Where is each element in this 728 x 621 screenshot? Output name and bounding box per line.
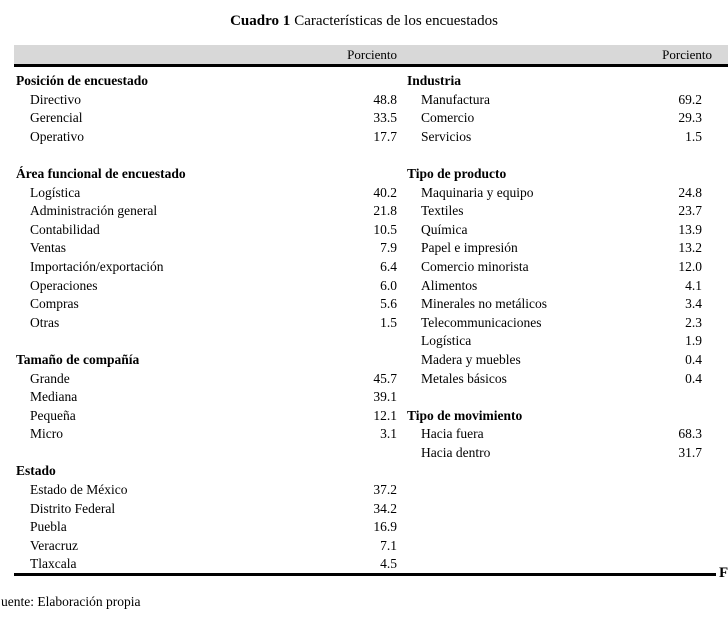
section-header-row bbox=[405, 72, 702, 91]
row-value: 21.8 bbox=[373, 203, 397, 219]
row-label: Contabilidad bbox=[30, 221, 100, 237]
table-row bbox=[14, 258, 397, 277]
table-row bbox=[405, 277, 702, 296]
table-number: Cuadro 1 bbox=[230, 13, 291, 29]
column-header-porciento-right: Porciento bbox=[662, 46, 712, 62]
row-label: Distrito Federal bbox=[30, 500, 116, 516]
row-value: 5.6 bbox=[380, 296, 397, 312]
table-row bbox=[405, 351, 702, 370]
row-label: Estado de México bbox=[30, 482, 128, 498]
row-label: Hacia fuera bbox=[421, 426, 484, 442]
section-header-label: Estado bbox=[16, 463, 56, 479]
row-label: Puebla bbox=[30, 519, 67, 535]
row-value: 33.5 bbox=[373, 110, 397, 126]
section-header-row bbox=[405, 165, 702, 184]
section-header-label: Área funcional de encuestado bbox=[16, 165, 186, 181]
row-value: 39.1 bbox=[373, 389, 397, 405]
table-row bbox=[14, 202, 397, 221]
row-label: Importación/exportación bbox=[30, 258, 164, 274]
table-row bbox=[405, 221, 702, 240]
section-header-label: Industria bbox=[407, 73, 462, 88]
row-label: Minerales no metálicos bbox=[421, 296, 547, 312]
left-column bbox=[14, 72, 397, 574]
table-row bbox=[405, 128, 702, 147]
table-row bbox=[14, 184, 397, 203]
row-value: 2.3 bbox=[685, 314, 702, 330]
table-row bbox=[14, 221, 397, 240]
section-header-row bbox=[14, 72, 397, 91]
spacer-row bbox=[14, 332, 397, 351]
row-label: Mediana bbox=[30, 389, 78, 405]
table-row bbox=[14, 425, 397, 444]
row-label: Veracruz bbox=[30, 537, 78, 553]
row-value: 13.9 bbox=[678, 221, 702, 237]
row-label: Hacia dentro bbox=[421, 444, 491, 460]
row-value: 6.0 bbox=[380, 277, 397, 293]
table-row bbox=[14, 314, 397, 333]
section-header-row bbox=[14, 462, 397, 481]
right-column bbox=[405, 72, 702, 462]
row-label: Madera y muebles bbox=[421, 351, 521, 367]
row-label: Logística bbox=[421, 333, 472, 349]
edge-text-fragment: F bbox=[719, 565, 728, 581]
row-value: 68.3 bbox=[678, 426, 702, 442]
row-label: Manufactura bbox=[421, 91, 490, 107]
row-value: 37.2 bbox=[373, 482, 397, 498]
row-value: 10.5 bbox=[373, 221, 397, 237]
section-header-row bbox=[14, 165, 397, 184]
table-row bbox=[405, 91, 702, 110]
row-label: Comercio minorista bbox=[421, 258, 529, 274]
table-row bbox=[14, 407, 397, 426]
row-value: 13.2 bbox=[678, 240, 702, 256]
row-value: 3.4 bbox=[685, 296, 702, 312]
row-value: 6.4 bbox=[380, 258, 397, 274]
table-title-text: Características de los encuestados bbox=[294, 13, 498, 29]
table-row bbox=[405, 425, 702, 444]
table-caption bbox=[0, 13, 728, 30]
row-label: Papel e impresión bbox=[421, 240, 518, 256]
spacer-row bbox=[405, 388, 702, 407]
column-header-porciento-left: Porciento bbox=[347, 46, 397, 62]
row-label: Operaciones bbox=[30, 277, 98, 293]
table-row bbox=[405, 332, 702, 351]
table-row bbox=[405, 444, 702, 463]
row-label: Pequeña bbox=[30, 407, 76, 423]
row-value: 7.9 bbox=[380, 240, 397, 256]
section-header-row bbox=[14, 351, 397, 370]
table-row bbox=[405, 239, 702, 258]
table-row bbox=[405, 370, 702, 389]
top-rule bbox=[14, 64, 728, 67]
table-row bbox=[14, 128, 397, 147]
row-value: 1.5 bbox=[685, 128, 702, 144]
table-row bbox=[14, 481, 397, 500]
row-value: 45.7 bbox=[373, 370, 397, 386]
row-label: Metales básicos bbox=[421, 370, 507, 386]
table-row bbox=[14, 388, 397, 407]
row-label: Otras bbox=[30, 314, 60, 330]
row-label: Telecommunicaciones bbox=[421, 314, 542, 330]
row-label: Compras bbox=[30, 296, 79, 312]
row-label: Maquinaria y equipo bbox=[421, 184, 534, 200]
row-value: 40.2 bbox=[373, 184, 397, 200]
row-value: 0.4 bbox=[685, 370, 702, 386]
table-row bbox=[14, 295, 397, 314]
bottom-rule bbox=[14, 573, 716, 576]
row-label: Tlaxcala bbox=[30, 556, 77, 572]
row-label: Directivo bbox=[30, 91, 81, 107]
row-value: 29.3 bbox=[678, 110, 702, 126]
row-value: 69.2 bbox=[678, 91, 702, 107]
row-value: 34.2 bbox=[373, 500, 397, 516]
section-header-label: Tipo de movimiento bbox=[407, 407, 523, 423]
row-label: Servicios bbox=[421, 128, 472, 144]
row-value: 12.0 bbox=[678, 258, 702, 274]
table-row bbox=[14, 109, 397, 128]
row-value: 1.5 bbox=[380, 314, 397, 330]
row-value: 24.8 bbox=[678, 184, 702, 200]
row-label: Grande bbox=[30, 370, 70, 386]
row-label: Gerencial bbox=[30, 110, 83, 126]
table-row bbox=[14, 277, 397, 296]
table-row bbox=[14, 555, 397, 574]
table-row bbox=[14, 537, 397, 556]
row-label: Administración general bbox=[30, 203, 158, 219]
spacer-row bbox=[14, 444, 397, 463]
row-label: Logística bbox=[30, 184, 81, 200]
table-row bbox=[14, 370, 397, 389]
row-value: 31.7 bbox=[678, 444, 702, 460]
row-label: Química bbox=[421, 221, 468, 237]
section-header-label: Posición de encuestado bbox=[16, 73, 149, 88]
row-value: 23.7 bbox=[678, 203, 702, 219]
table-row bbox=[405, 184, 702, 203]
row-value: 3.1 bbox=[380, 426, 397, 442]
section-header-label: Tamaño de compañía bbox=[16, 351, 140, 367]
row-value: 4.5 bbox=[380, 556, 397, 572]
row-label: Alimentos bbox=[421, 277, 478, 293]
table-row bbox=[14, 239, 397, 258]
row-value: 0.4 bbox=[685, 351, 702, 367]
table-body bbox=[14, 72, 728, 574]
table-row bbox=[14, 91, 397, 110]
row-label: Comercio bbox=[421, 110, 475, 126]
row-label: Operativo bbox=[30, 128, 84, 144]
row-label: Micro bbox=[30, 426, 63, 442]
table-row bbox=[14, 500, 397, 519]
spacer-row bbox=[405, 146, 702, 165]
row-label: Textiles bbox=[421, 203, 464, 219]
section-header-label: Tipo de producto bbox=[407, 165, 507, 181]
table-row bbox=[405, 109, 702, 128]
table-row bbox=[405, 202, 702, 221]
row-label: Ventas bbox=[30, 240, 66, 256]
spacer-row bbox=[14, 146, 397, 165]
source-note: uente: Elaboración propia bbox=[1, 594, 141, 609]
row-value: 4.1 bbox=[685, 277, 702, 293]
table-row bbox=[405, 314, 702, 333]
row-value: 16.9 bbox=[373, 519, 397, 535]
row-value: 7.1 bbox=[380, 537, 397, 553]
row-value: 1.9 bbox=[685, 333, 702, 349]
row-value: 12.1 bbox=[373, 407, 397, 423]
row-value: 48.8 bbox=[373, 91, 397, 107]
row-value: 17.7 bbox=[373, 128, 397, 144]
table-header-band bbox=[14, 45, 728, 64]
table-row bbox=[405, 295, 702, 314]
table-row bbox=[14, 518, 397, 537]
table-row bbox=[405, 258, 702, 277]
section-header-row bbox=[405, 407, 702, 426]
